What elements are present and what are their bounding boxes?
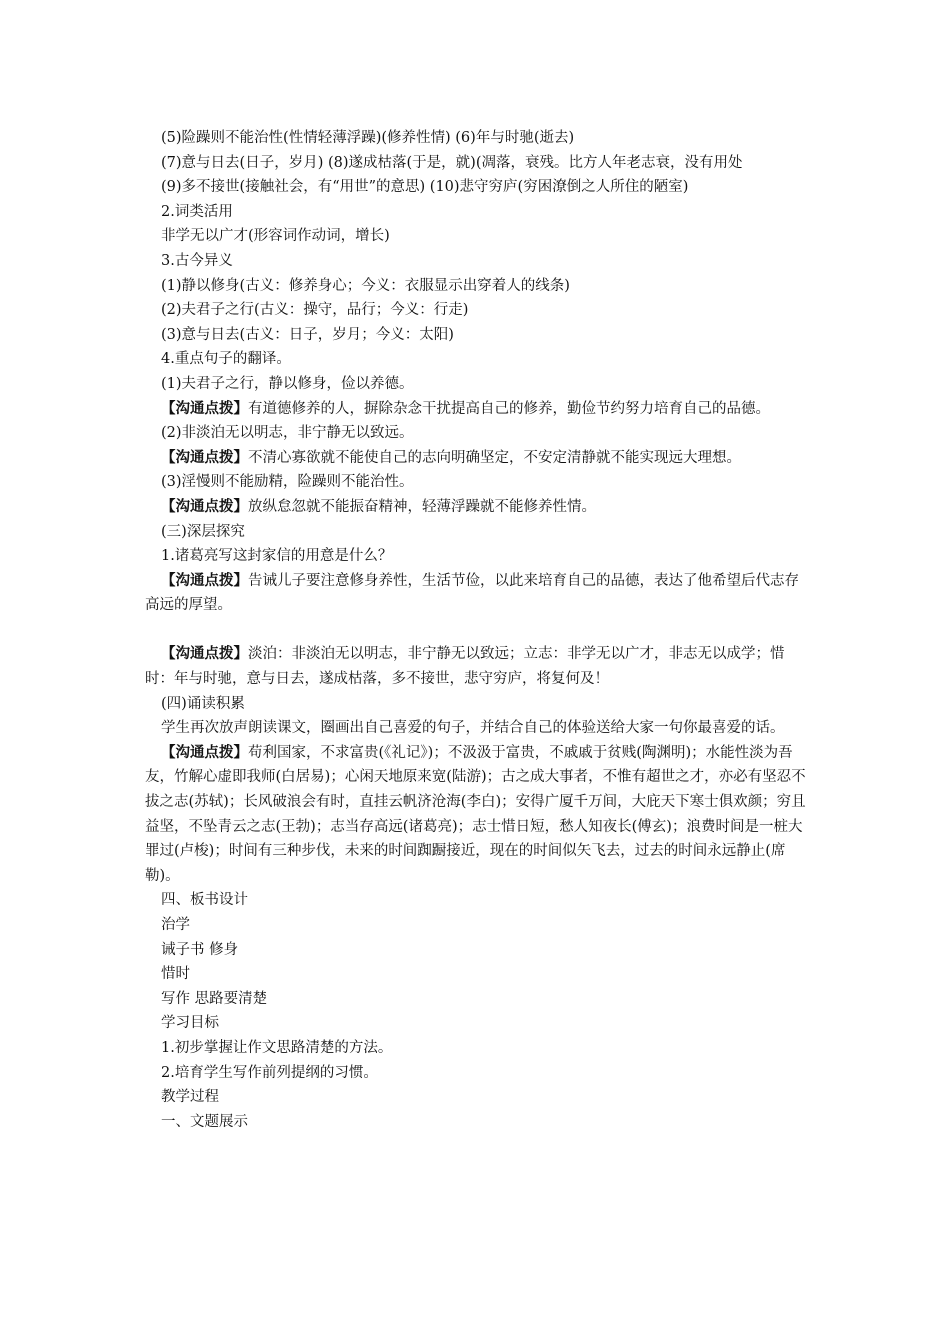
section-heading: 学习目标 — [161, 1015, 219, 1032]
section-heading: 写作 思路要清楚 — [161, 990, 268, 1007]
tip-text: 告诫儿子要注意修身养性，生活节俭，以此来培育自己的品德，表达了他希望后代志存高远的厚望。 — [145, 572, 799, 614]
text-line: (1)夫君子之行，静以修身，俭以养德。 — [161, 375, 414, 392]
text-line: 学生再次放声朗读课文，圈画出自己喜爱的句子，并结合自己的体验送给大家一句你最喜爱的话。 — [161, 720, 785, 737]
tip-text: 不清心寡欲就不能使自己的志向明确坚定，不安定清静就不能实现远大理想。 — [248, 449, 741, 466]
section-heading: 3.古今异义 — [161, 252, 233, 269]
text-line: (3)淫慢则不能励精，险躁则不能治性。 — [161, 474, 414, 491]
text-line: (7)意与日去(日子，岁月) (8)遂成枯落(于是，就)(凋落，衰残。比方人年老志衰，没有用处 — [161, 154, 743, 171]
tip-paragraph — [145, 397, 810, 422]
board-item: 治学 — [161, 917, 190, 933]
section-heading: (四)诵读积累 — [161, 695, 245, 712]
section-heading: 一、文题展示 — [161, 1113, 248, 1130]
board-item: 诫子书 修身 — [161, 941, 239, 958]
tip-paragraph — [145, 741, 810, 889]
text-line: (1)静以修身(古义：修养身心；今义：衣服显示出穿着人的线条) — [161, 277, 570, 294]
section-heading: 4.重点句子的翻译。 — [161, 351, 291, 368]
tip-text: 有道德修养的人，摒除杂念干扰提高自己的修养，勤俭节约努力培育自己的品德。 — [248, 400, 770, 417]
section-heading: (三)深层探究 — [161, 523, 245, 540]
tip-label: 【沟通点拨】 — [161, 645, 248, 663]
text-line: 2.培育学生写作前列提纲的习惯。 — [161, 1064, 378, 1081]
text-line: 1.初步掌握让作文思路清楚的方法。 — [161, 1039, 393, 1056]
tip-text: 放纵怠忽就不能振奋精神，轻薄浮躁就不能修养性情。 — [248, 498, 596, 515]
tip-label: 【沟通点拨】 — [161, 571, 248, 589]
tip-paragraph — [145, 446, 810, 471]
blank-line — [145, 618, 810, 643]
text-line: (2)非淡泊无以明志，非宁静无以致远。 — [161, 425, 414, 442]
text-line: (9)多不接世(接触社会，有“用世”的意思) (10)悲守穷庐(穷困潦倒之人所住的陋室) — [161, 179, 689, 196]
text-line: 非学无以广才(形容词作动词，增长) — [161, 228, 390, 245]
tip-label: 【沟通点拨】 — [161, 743, 248, 761]
board-item: 惜时 — [161, 966, 190, 983]
tip-paragraph — [145, 495, 810, 520]
section-heading: 教学过程 — [161, 1089, 219, 1106]
text-line: (5)险躁则不能治性(性情轻薄浮躁)(修养性情) (6)年与时驰(逝去) — [161, 130, 575, 146]
document-body — [145, 126, 810, 1134]
tip-paragraph — [145, 642, 810, 691]
section-heading: 2.词类活用 — [161, 203, 233, 220]
tip-label: 【沟通点拨】 — [161, 497, 248, 515]
tip-label: 【沟通点拨】 — [161, 448, 248, 466]
text-line: (2)夫君子之行(古义：操守，品行；今义：行走) — [161, 302, 469, 319]
question-line: 1.诸葛亮写这封家信的用意是什么？ — [161, 548, 393, 565]
tip-label: 【沟通点拨】 — [161, 399, 248, 417]
text-line: (3)意与日去(古义：日子，岁月；今义：太阳) — [161, 326, 454, 343]
section-heading: 四、板书设计 — [161, 892, 248, 909]
tip-paragraph — [145, 569, 810, 618]
tip-text: 淡泊：非淡泊无以明志，非宁静无以致远；立志：非学无以广才，非志无以成学；惜时：年与时驰，意与日去，遂成枯落，多不接世，悲守穷庐，将复何及！ — [145, 646, 785, 688]
tip-text: 苟利国家，不求富贵(《礼记》)；不汲汲于富贵，不戚戚于贫贱(陶渊明)；水能性淡为吾友，竹解心虚即我师(白居易)；心闲天地原来宽(陆游)；古之成大事者，不惟有超世之才，亦必有坚忍不拔之志(苏轼)；长风破浪会有时，直挂云帆济沧海(李白)；安得广厦千万间，大庇天下寒士俱欢颜；穷且益坚，不坠青云之志(王勃)；志当存高远(诸葛亮)；志士惜日短，愁人知夜长(傅玄)；浪费时间是一桩大罪过(卢梭)；时间有三种步伐，未来的时间踟蹰接近，现在的时间似矢飞去，过去的时间永远静止(席勒)。 — [145, 744, 806, 884]
